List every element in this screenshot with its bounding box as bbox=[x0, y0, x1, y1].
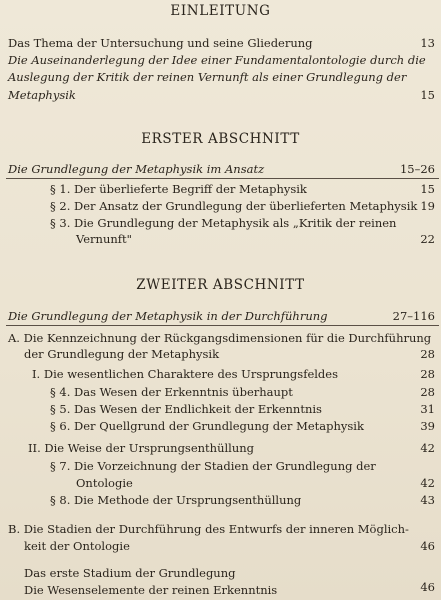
toc-section-3-line2: Vernunft" bbox=[76, 232, 132, 246]
toc-section-1: § 1. Der überlieferte Begriff der Metaphysik bbox=[50, 182, 307, 196]
page-range: 15–26 bbox=[399, 162, 435, 176]
heading-erster-abschnitt: ERSTER ABSCHNITT bbox=[141, 131, 300, 147]
page-number: 42 bbox=[420, 441, 435, 455]
toc-section-6: § 6. Der Quellgrund der Grundlegung der Metaphysik bbox=[50, 419, 364, 433]
section-title-ansatz: Die Grundlegung der Metaphysik im Ansatz bbox=[8, 162, 265, 176]
page-number: 28 bbox=[420, 385, 435, 399]
toc-section-7-line2: Ontologie bbox=[76, 476, 133, 490]
toc-part-b-line1: B. Die Stadien der Durchführung des Entwurfs der inneren Möglich- bbox=[8, 522, 409, 536]
page-number: 42 bbox=[420, 476, 435, 490]
toc-section-5: § 5. Das Wesen der Endlichkeit der Erkenntnis bbox=[50, 402, 322, 416]
heading-zweiter-abschnitt: ZWEITER ABSCHNITT bbox=[136, 277, 305, 293]
toc-section-8: § 8. Die Methode der Ursprungsenthüllung bbox=[50, 493, 302, 507]
page-number: 43 bbox=[420, 493, 435, 507]
toc-section-2: § 2. Der Ansatz der Grundlegung der überlieferten Metaphysik bbox=[50, 199, 418, 213]
toc-part-a-line2: der Grundlegung der Metaphysik bbox=[24, 347, 220, 361]
toc-stadium: Das erste Stadium der Grundlegung bbox=[24, 566, 236, 580]
toc-wesenselemente: Die Wesenselemente der reinen Erkenntnis bbox=[24, 583, 278, 597]
toc-chapter-ii: II. Die Weise der Ursprungsenthüllung bbox=[28, 441, 255, 455]
page-number: 15 bbox=[420, 88, 435, 102]
page-number: 31 bbox=[420, 402, 435, 416]
page-number: 15 bbox=[420, 182, 435, 196]
heading-einleitung: EINLEITUNG bbox=[170, 3, 271, 19]
page-number: 46 bbox=[420, 539, 435, 553]
page-number: 28 bbox=[420, 367, 435, 381]
page-number: 28 bbox=[420, 347, 435, 361]
page-number: 22 bbox=[420, 232, 435, 246]
toc-section-7-line1: § 7. Die Vorzeichnung der Stadien der Grundlegung der bbox=[50, 459, 376, 473]
toc-entry-auseinanderlegung-line1: Die Auseinanderlegung der Idee einer Fundamentalontologie durch die bbox=[8, 53, 426, 67]
page-number: 13 bbox=[420, 36, 435, 50]
toc-entry-auseinanderlegung-line3: Metaphysik bbox=[8, 88, 76, 102]
page-number: 39 bbox=[420, 419, 435, 433]
page-number: 19 bbox=[420, 199, 435, 213]
toc-part-b-line2: keit der Ontologie bbox=[24, 539, 130, 553]
toc-part-a-line1: A. Die Kennzeichnung der Rückgangsdimensionen für die Durchführung bbox=[8, 331, 432, 345]
toc-section-4: § 4. Das Wesen der Erkenntnis überhaupt bbox=[50, 385, 293, 399]
toc-chapter-i: I. Die wesentlichen Charaktere des Ursprungsfeldes bbox=[32, 367, 338, 381]
toc-entry-thema: Das Thema der Untersuchung und seine Gliederung bbox=[8, 36, 313, 50]
divider bbox=[6, 178, 439, 179]
toc-entry-auseinanderlegung-line2: Auslegung der Kritik der reinen Vernunft als einer Grundlegung der bbox=[8, 70, 407, 84]
section-title-durchfuehrung: Die Grundlegung der Metaphysik in der Durchführung bbox=[8, 309, 328, 323]
divider bbox=[6, 325, 439, 326]
toc-section-3-line1: § 3. Die Grundlegung der Metaphysik als „Kritik der reinen bbox=[50, 216, 397, 230]
page-number: 46 bbox=[420, 580, 435, 594]
page-range: 27–116 bbox=[392, 309, 435, 323]
